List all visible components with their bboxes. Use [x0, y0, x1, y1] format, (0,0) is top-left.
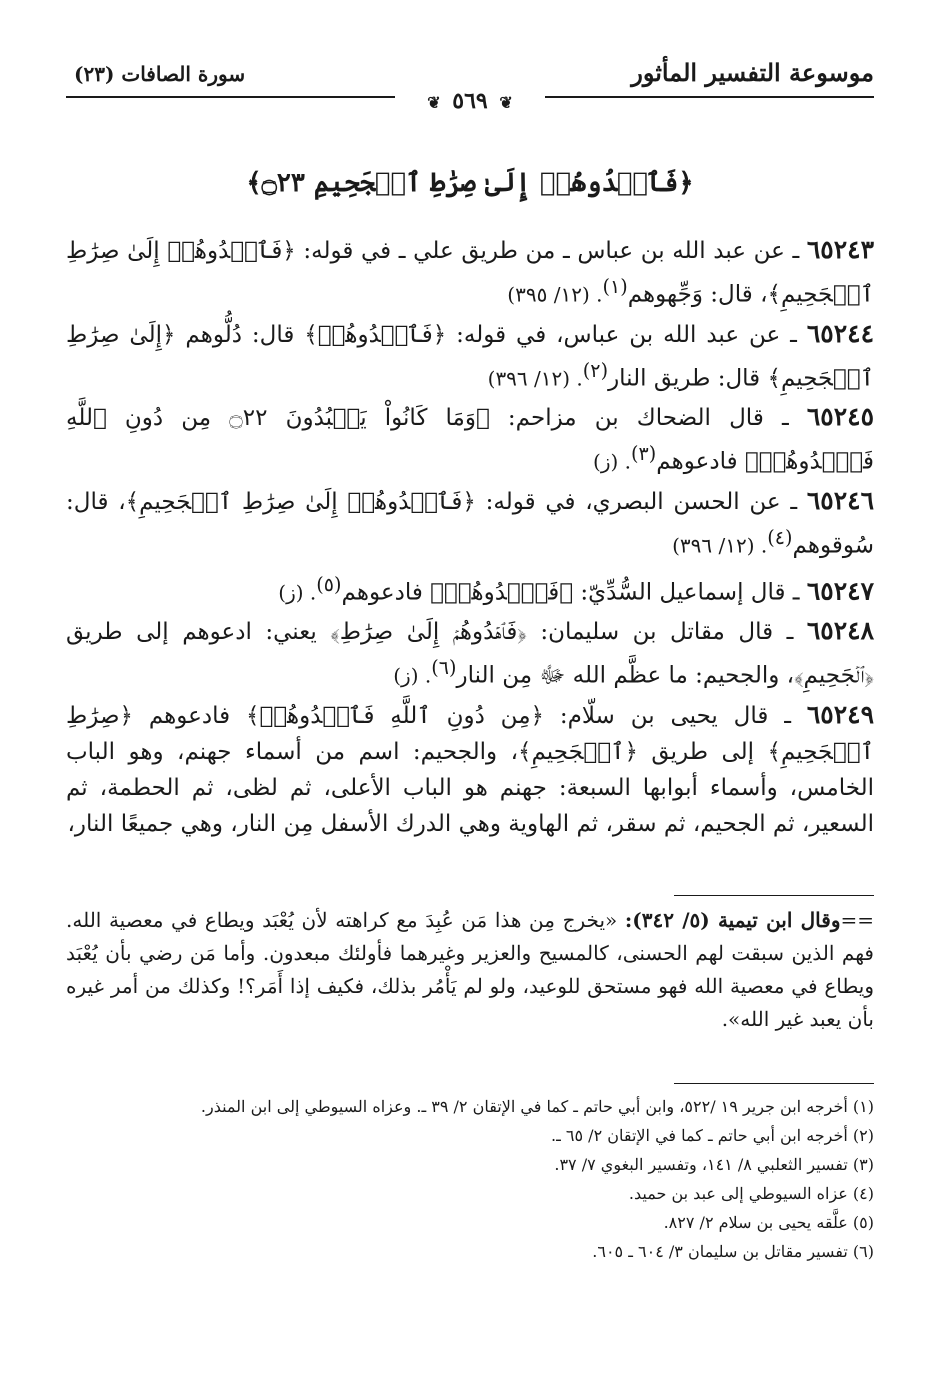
- narration-reference: . (١٢/ ٣٩٦): [672, 533, 768, 558]
- continued-note: [66, 904, 874, 1036]
- narration-number: ٦٥٢٤٦: [806, 485, 874, 515]
- footnote: (٤) عزاه السيوطي إلى عبد بن حميد.: [628, 1184, 874, 1203]
- ornament-icon: ❦: [499, 93, 513, 112]
- footnotes-separator: [674, 1083, 874, 1084]
- footnote-marker[interactable]: (٤): [767, 525, 793, 549]
- footnote: (٦) تفسير مقاتل بن سليمان ٣/ ٦٠٤ ـ ٦٠٥.: [592, 1242, 874, 1261]
- narration-reference: . (ز): [278, 580, 317, 605]
- narration-text: ـ عن الحسن البصري، في قوله: ﴿فَٱهۡدُوهُمۡ إِلَىٰ صِرَٰطِ ٱلۡجَحِيمِ﴾، قال: سُوقوهم: [66, 488, 874, 559]
- narration-reference: . (١٢/ ٣٩٥): [507, 282, 603, 307]
- ornament-icon: ❦: [427, 93, 441, 112]
- verse-heading: ﴿فَٱهۡدُوهُمۡ إِلَىٰ صِرَٰطِ ٱلۡجَحِيمِ ۝٢٣﴾: [246, 168, 694, 198]
- continuation-mark: ==: [840, 908, 875, 932]
- narration-entry: [66, 567, 874, 611]
- page-header: [66, 58, 874, 118]
- surah-title: سورة الصافات (٢٣): [74, 62, 246, 86]
- narration-entry: [66, 483, 874, 564]
- narration-text: ـ قال مقاتل بن سليمان: ﴿فَٱهۡدُوهُمۡ إِلَىٰ صِرَٰطِ﴾ يعني: ادعوهم إلى طريق ﴿ٱلۡجَحِيمِ﴾، والجحيم: ما عظَّم الله ﷻ مِن النار: [66, 619, 874, 689]
- footnote-marker[interactable]: (٢): [582, 358, 609, 382]
- footnote: (١) أخرجه ابن جرير ١٩ /٥٢٢، وابن أبي حاتم ـ كما في الإتقان ٢/ ٣٩ ـ. وعزاه السيوطي إلى ابن المنذر.: [200, 1097, 874, 1116]
- narration-text: ـ عن عبد الله بن عباس، في قوله: ﴿فَٱهۡدُوهُمۡ﴾ قال: دُلُّوهم ﴿إِلَىٰ صِرَٰطِ ٱلۡجَحِيمِ﴾ قال: طريق النار: [66, 321, 874, 392]
- narrations-list: [66, 232, 874, 845]
- narration-reference: . (ز): [393, 663, 432, 688]
- narration-number: ٦٥٢٤٨: [806, 616, 875, 646]
- narration-number: ٦٥٢٤٥: [806, 402, 874, 432]
- narration-number: ٦٥٢٤٤: [806, 318, 874, 348]
- narration-text: ـ قال الضحاك بن مزاحم: ﴿وَمَا كَانُواْ يَعۡبُدُونَ ۝٢٢ مِن دُونِ ٱللَّهِ فَٱهۡدُوهُمۡ﴾ فادعوهم: [66, 405, 874, 475]
- footnote-marker[interactable]: (٥): [316, 572, 342, 596]
- narration-number: ٦٥٢٤٩: [806, 699, 874, 729]
- narration-reference: . (ز): [593, 449, 632, 474]
- footnotes: [66, 1092, 874, 1266]
- footnote: (٣) تفسير الثعلبي ٨/ ١٤١، وتفسير البغوي ٧/ ٣٧.: [554, 1155, 874, 1174]
- narration-entry: [66, 316, 874, 397]
- note-separator: [674, 895, 874, 896]
- footnote-marker[interactable]: (٦): [431, 656, 457, 680]
- page-number: ٥٦٩: [452, 88, 488, 114]
- narration-number: ٦٥٢٤٣: [806, 235, 875, 264]
- page-number-group: [66, 88, 874, 114]
- narration-text: ـ قال إسماعيل السُّدِّيّ: ﴿فَٱهۡدُوهُمۡ﴾ فادعوهم: [341, 579, 800, 606]
- note-lead: وقال ابن تيمية (٥/ ٣٤٢):: [624, 908, 841, 932]
- narration-entry: [66, 232, 874, 313]
- book-title: موسوعة التفسير المأثور: [631, 58, 874, 87]
- note-text: «يخرج مِن هذا مَن عُبِدَ مع كراهته لأن يُعْبَد ويطاع في معصية الله. فهم الذين سبقت لهم الحسنى، كالمسيح والعزير وغيرهما فأولئك مبعدون. وأما مَن رضي بأن يُعْبَد ويطاع في معصية الله فهو مستحق للوعيد، ولو لم يَأْمُر بذلك، فكيف إذا أَمَر؟! وكذلك من أمر غيره بأن يعبد غير الله».: [66, 908, 874, 1031]
- narration-number: ٦٥٢٤٧: [806, 576, 874, 606]
- narration-text: ـ قال يحيى بن سلّام: ﴿مِن دُونِ ٱللَّهِ فَٱهۡدُوهُمۡ﴾ فادعوهم ﴿صِرَٰطِ ٱلۡجَحِيمِ﴾ إلى طريق ﴿ٱلۡجَحِيمِ﴾، والجحيم: اسم من أسماء جهنم، وهو الباب الخامس، وأسماء أبوابها السبعة: جهنم هو الباب الأعلى، ثم لظى، ثم الحطمة، ثم السعير، ثم الجحيم، ثم سقر، ثم الهاوية وهي الدرك الأسفل مِن النار، وهي جميعًا النار،: [66, 702, 874, 837]
- footnote-marker[interactable]: (٣): [631, 442, 657, 466]
- narration-entry: [66, 613, 874, 694]
- footnote-marker[interactable]: (١): [602, 275, 628, 298]
- narration-reference: . (١٢/ ٣٩٦): [487, 366, 583, 391]
- footnote: (٥) علَّقه يحيى بن سلام ٢/ ٨٢٧.: [663, 1213, 874, 1232]
- narration-text: ـ عن عبد الله بن عباس ـ من طريق علي ـ في قوله: ﴿فَٱهۡدُوهُمۡ إِلَىٰ صِرَٰطِ ٱلۡجَحِيمِ﴾، قال: وَجِّهوهم: [66, 238, 874, 308]
- footnote: (٢) أخرجه ابن أبي حاتم ـ كما في الإتقان ٢/ ٦٥ ـ.: [551, 1126, 874, 1145]
- narration-entry: [66, 697, 874, 842]
- narration-entry: [66, 399, 874, 480]
